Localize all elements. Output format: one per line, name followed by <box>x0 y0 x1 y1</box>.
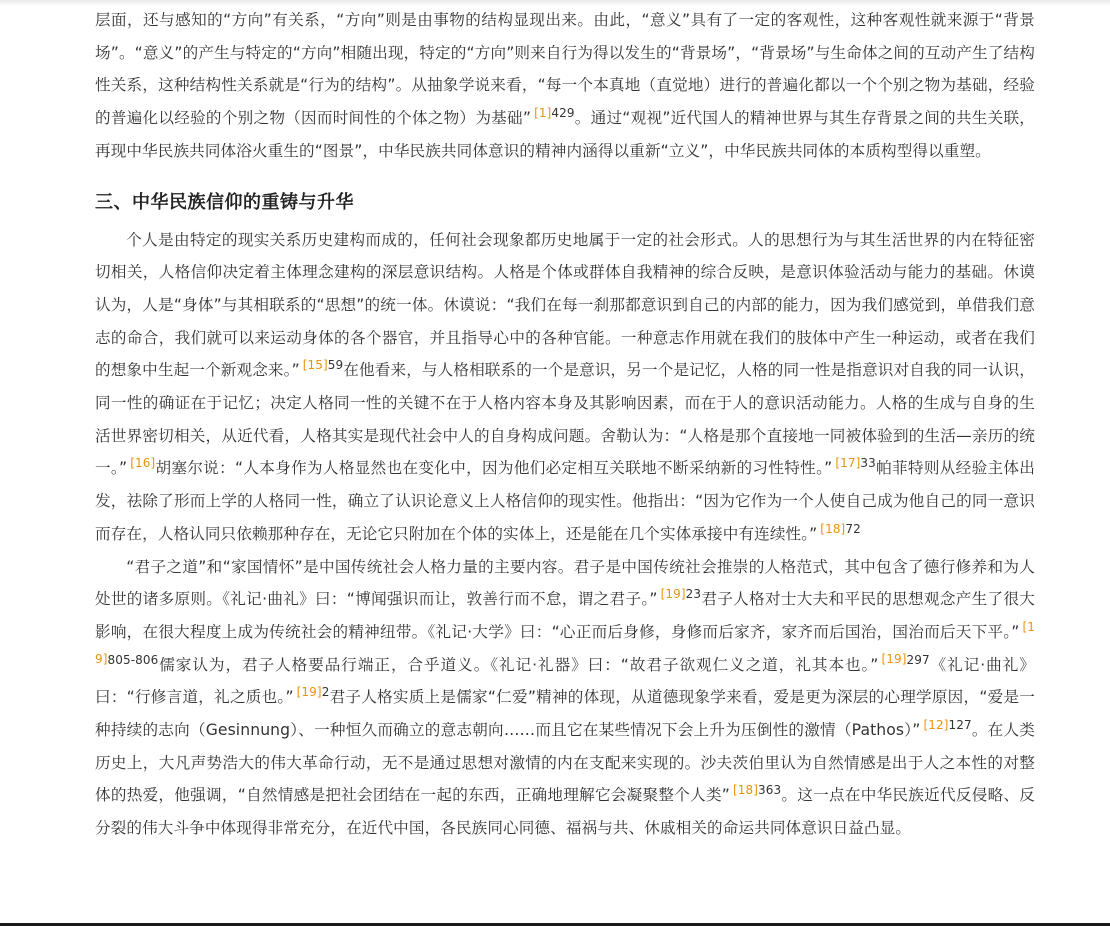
citation-link[interactable]: [19] <box>881 652 907 667</box>
citation-link[interactable]: [18] <box>733 783 759 798</box>
paragraph-text: 。这一点在中华民族近代反侵略、反分裂的伟大斗争中体现得非常充分，在近代中国，各民族同心同德、福祸与共、休戚相关的命运共同体意识日益凸显。 <box>95 786 1035 838</box>
paragraph-text: 。通过“观视”近代国人的精神世界与其生存背景之间的共生关联，再现中华民族共同体浴火重生的“图景”，中华民族共同体意识的精神内涵得以重新“立义”，中华民族共同体的本质构型得以重塑。 <box>95 109 1035 160</box>
citation-link[interactable]: [1] <box>534 105 552 120</box>
citation-page: 72 <box>845 521 861 536</box>
paragraph-text: 层面，还与感知的“方向”有关系，“方向”则是由事物的结构显现出来。由此，“意义”具有了一定的客观性，这种客观性就来源于“背景场”。“意义”的产生与特定的“方向”相随出现，特定的“方向”则来自行为得以发生的“背景场”，“背景场”与生命体之间的互动产生了结构性关系，这种结构性关系就是“行为的结构”。从抽象学说来看，“每一个本真地（直觉地）进行的普遍化都以一个个别之物为基础，经验的普遍化以经验的个别之物（因而时间性的个体之物）为基础” <box>95 11 1035 128</box>
article-body <box>95 4 1035 845</box>
paragraph-text: 儒家认为，君子人格要品行端正，合乎道义。《礼记·礼器》曰：“故君子欲观仁义之道，礼其本也。” <box>158 655 879 674</box>
paragraph-text: 君子人格对士大夫和平民的思想观念产生了很大影响，在很大程度上成为传统社会的精神纽带。《礼记·大学》曰：“心正而后身修，身修而后家齐，家齐而后国治，国治而后天下平。” <box>95 590 1035 641</box>
paragraph-text: 君子人格实质上是儒家“仁爱”精神的体现，从道德现象学来看，爱是更为深层的心理学原因，“爱是一种持续的志向（Gesinnung）、一种恒久而确立的意志朝向……而且它在某些情况下会上升为压倒性的激情（Pathos）” <box>95 688 1035 740</box>
citation-link[interactable]: [16] <box>130 456 156 471</box>
citation-page: 33 <box>860 456 876 471</box>
citation-page: 59 <box>327 358 344 373</box>
paragraph-text: 个人是由特定的现实关系历史建构而成的，任何社会现象都历史地属于一定的社会形式。人的思想行为与其生活世界的内在特征密切相关，人格信仰决定着主体理念建构的深层意识结构。人格是个体或群体自我精神的综合反映，是意识体验活动与能力的基础。休谟认为，人是“身体”与其相联系的“思想”的统一体。休谟说：“我们在每一刹那都意识到自己的内部的能力，因为我们感觉到，单借我们意志的命合，我们就可以来运动身体的各个器官，并且指导心中的各种官能。一种意志作用就在我们的肢体中产生一种运动，或者在我们的想象中生起一个新观念来。” <box>95 230 1035 380</box>
citation-link[interactable]: [12] <box>923 717 949 732</box>
paragraph-personality <box>95 224 1035 551</box>
citation-page: 363 <box>758 783 782 798</box>
citation-link[interactable]: [19] <box>660 587 686 602</box>
paragraph-text: 。在人类历史上，大凡声势浩大的伟大革命行动，无不是通过思想对激情的内在支配来实现的。沙夫茨伯里认为自然情感是出于人之本性的对整体的热爱，他强调，“自然情感是把社会团结在一起的东西，正确地理解它会凝聚整个人类” <box>95 721 1036 805</box>
paragraph-text: 胡塞尔说：“人本身作为人格显然也在变化中，因为他们必定相互关联地不断采纳新的习性特性。” <box>155 459 833 478</box>
paragraph-text: 《礼记·曲礼》曰：“行修言道，礼之质也。” <box>95 655 1035 707</box>
paragraph-junzi <box>95 551 1035 845</box>
citation-page: 429 <box>551 105 575 120</box>
citation-page: 297 <box>906 652 930 667</box>
citation-link[interactable]: [17] <box>835 456 861 471</box>
citation-page: 2 <box>321 685 330 700</box>
section-heading: 三、中华民族信仰的重铸与升华 <box>95 191 354 213</box>
citation-link[interactable]: [19] <box>95 619 1035 667</box>
citation-link[interactable]: [15] <box>302 358 328 373</box>
paragraph-text: 帕菲特则从经验主体出发，祛除了形而上学的人格同一性，确立了认识论意义上人格信仰的现实性。他指出：“因为它作为一个人使自己成为他自己的同一意识而存在，人格认同只依赖那种存在，无论它只附加在个体的实体上，还是能在几个实体承接中有连续性。” <box>95 459 1035 543</box>
citation-page: 127 <box>948 717 972 732</box>
paragraph-text: 在他看来，与人格相联系的一个是意识，另一个是记忆，人格的同一性是指意识对自我的同一认识，同一性的确证在于记忆；决定人格同一性的关键不在于人格内容本身及其影响因素，而在于人的意识活动能力。人格的生成与自身的生活世界密切相关，从近代看，人格其实是现代社会中人的自身构成问题。舍勒认为：“人格是那个直接地一同被体验到的生活—亲历的统一。” <box>95 361 1035 478</box>
paragraph-text: “君子之道”和“家国情怀”是中国传统社会人格力量的主要内容。君子是中国传统社会推崇的人格范式，其中包含了德行修养和为人处世的诸多原则。《礼记·曲礼》曰：“博闻强识而让，敦善行而不怠，谓之君子。” <box>95 557 1035 609</box>
citation-page: 805-806 <box>107 652 159 667</box>
citation-link[interactable]: [18] <box>820 521 846 536</box>
citation-page: 23 <box>685 587 702 602</box>
citation-link[interactable]: [19] <box>296 685 322 700</box>
paragraph-intro-continued <box>95 4 1035 168</box>
